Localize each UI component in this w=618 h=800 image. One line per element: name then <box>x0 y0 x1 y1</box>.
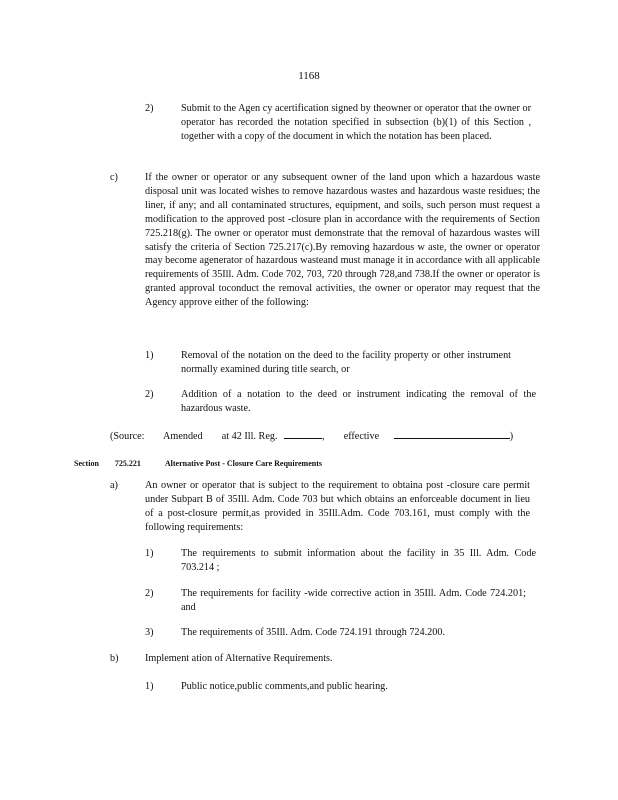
subitem-paragraph: The requirements to submit information about the facility in 35 Ill. Adm. Code 703.214 ; <box>181 548 536 573</box>
subitem-marker: 3) <box>145 627 154 638</box>
subitem-paragraph: The requirements for facility -wide corrective action in 35Ill. Adm. Code 724.201; and <box>181 588 526 613</box>
subitem-paragraph: The requirements of 35Ill. Adm. Code 724.191 through 724.200. <box>181 627 445 638</box>
source-open: (Source: <box>110 431 145 442</box>
register-page-blank <box>284 428 322 439</box>
section-heading <box>74 457 336 471</box>
source-close: ) <box>509 431 514 442</box>
subitem-paragraph: Public notice,public comments,and public hearing. <box>181 681 388 692</box>
effective-date-blank <box>394 428 510 439</box>
item-marker: a) <box>110 480 118 491</box>
subitem-marker: 1) <box>145 350 154 361</box>
item-paragraph: An owner or operator that is subject to the requirement to obtaina post -closure care permit under Subpart B of 35Ill. Adm. Code 703 but which obtains an enforceable document in lieu of a post-closure permit,as provided in 35Ill.Adm. Code 703.161, must comply with the following requirements: <box>145 480 530 533</box>
item-paragraph: Implement ation of Alternative Requirements. <box>145 653 333 664</box>
item-paragraph: Submit to the Agen cy acertification signed by theowner or operator that the owner or operator has recorded the notation specified in subsection (b)(1) of this Section , together with a copy of the document in which the notation has been placed. <box>181 103 531 142</box>
subitem-marker: 2) <box>145 588 154 599</box>
item-marker: c) <box>110 172 118 183</box>
section-number: 725.221 <box>114 459 141 468</box>
item-paragraph: If the owner or operator or any subsequent owner of the land upon which a hazardous waste disposal unit was located wishes to remove hazardous wastes and hazardous waste residues; the liner, if any; and all contaminated structures, equipment, and soils, such person must request a modification to the approved post -closure plan in accordance with the requirements of Section 725.218(g). The owner or operator must demonstrate that the removal of hazardous wastes will satisfy the criteria of Section 725.217(c).By removing hazardous w aste, the owner or operator may become agenerator of hazardous wasteand must manage it in accordance with all applicable requirements of 35Ill. Adm. Code 702, 703, 720 through 728,and 738.If the owner or operator is granted approval toconduct the removal activities, the owner or operator may request that the Agency approve either of the following: <box>145 172 540 309</box>
page-number: 1168 <box>298 70 320 82</box>
subitem-marker: 2) <box>145 389 154 400</box>
section-label: Section <box>74 459 99 468</box>
subitem-marker: 1) <box>145 548 154 559</box>
item-marker: 2) <box>145 103 154 114</box>
section-title: Alternative Post - Closure Care Requirements <box>164 459 322 468</box>
source-note: (Source: Amended at 42 Ill. Reg. , effective ) <box>110 428 530 444</box>
source-amended: Amended <box>163 431 203 442</box>
subitem-paragraph: Addition of a notation to the deed or instrument indicating the removal of the hazardous waste. <box>181 389 536 414</box>
subitem-paragraph: Removal of the notation on the deed to the facility property or other instrument normally examined during title search, or <box>181 350 511 375</box>
item-marker: b) <box>110 653 119 664</box>
subitem-marker: 1) <box>145 681 154 692</box>
source-register: at 42 Ill. Reg. <box>221 431 278 442</box>
source-effective: effective <box>343 431 380 442</box>
